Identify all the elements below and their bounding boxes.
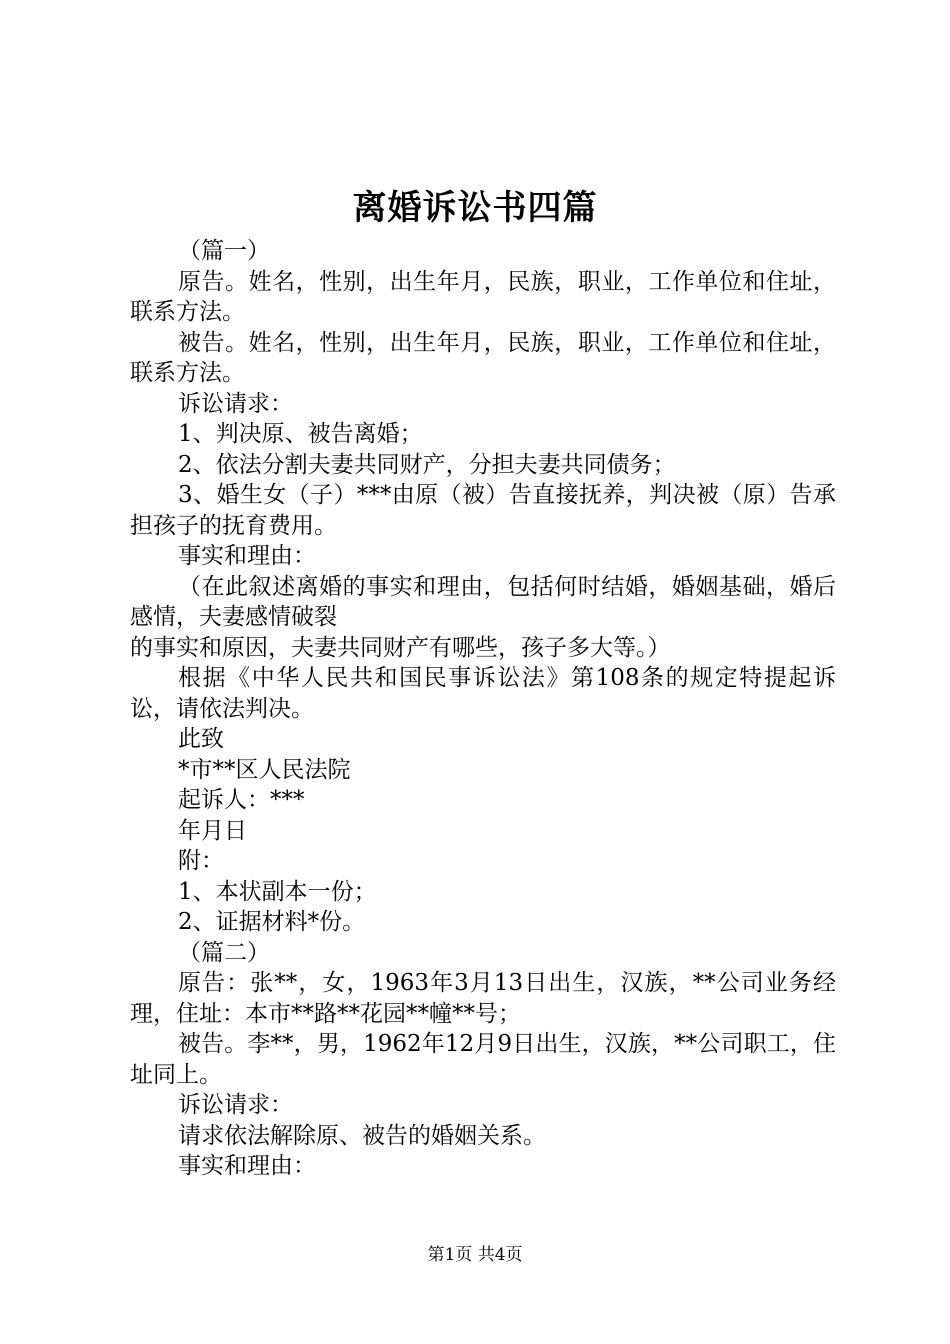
paragraph: 附： xyxy=(178,848,224,874)
paragraph: 2、依法分割夫妻共同财产，分担夫妻共同债务； xyxy=(178,451,676,478)
document-title: 离婚诉讼书四篇 xyxy=(352,188,598,228)
page-footer: 第1页 共4页 xyxy=(427,1245,523,1265)
paragraph: 事实和理由： xyxy=(178,1153,316,1179)
paragraph: 1、本状副本一份； xyxy=(178,878,377,905)
paragraph: 年月日 xyxy=(178,817,247,844)
paragraph: 诉讼请求： xyxy=(178,390,293,417)
paragraph: 原告：张**，女，1963年3月13日出生，汉族，**公司业务经理，住址：本市**路**花园**幢**号； xyxy=(130,970,836,1027)
paragraph: 事实和理由： xyxy=(178,543,316,569)
section-heading: （篇一） xyxy=(178,238,270,264)
paragraph: 诉讼请求： xyxy=(178,1092,293,1118)
paragraph: 根据《中华人民共和国民事诉讼法》第108条的规定特提起诉讼，请依法判决。 xyxy=(130,665,836,722)
paragraph: 起诉人：*** xyxy=(178,787,305,813)
paragraph: 2、证据材料*份。 xyxy=(178,909,366,935)
paragraph: 被告。姓名，性别，出生年月，民族，职业，工作单位和住址，联系方法。 xyxy=(130,329,836,386)
paragraph: *市**区人民法院 xyxy=(178,756,351,783)
document-body xyxy=(130,236,836,1182)
section-heading: （篇二） xyxy=(178,939,270,966)
paragraph: 3、婚生女（子）***由原（被）告直接抚养，判决被（原）告承担孩子的抚育费用。 xyxy=(130,482,836,539)
paragraph: 1、判决原、被告离婚； xyxy=(178,421,423,447)
paragraph: 此致 xyxy=(178,726,224,752)
paragraph: 被告。李**，男，1962年12月9日出生，汉族，**公司职工，住址同上。 xyxy=(130,1031,836,1088)
paragraph: （在此叙述离婚的事实和理由，包括何时结婚，婚姻基础，婚后感情，夫妻感情破裂 xyxy=(130,573,836,630)
paragraph: 原告。姓名，性别，出生年月，民族，职业，工作单位和住址，联系方法。 xyxy=(130,268,836,325)
paragraph: 请求依法解除原、被告的婚姻关系。 xyxy=(178,1122,546,1149)
paragraph: 的事实和原因，夫妻共同财产有哪些，孩子多大等。） xyxy=(130,634,671,661)
